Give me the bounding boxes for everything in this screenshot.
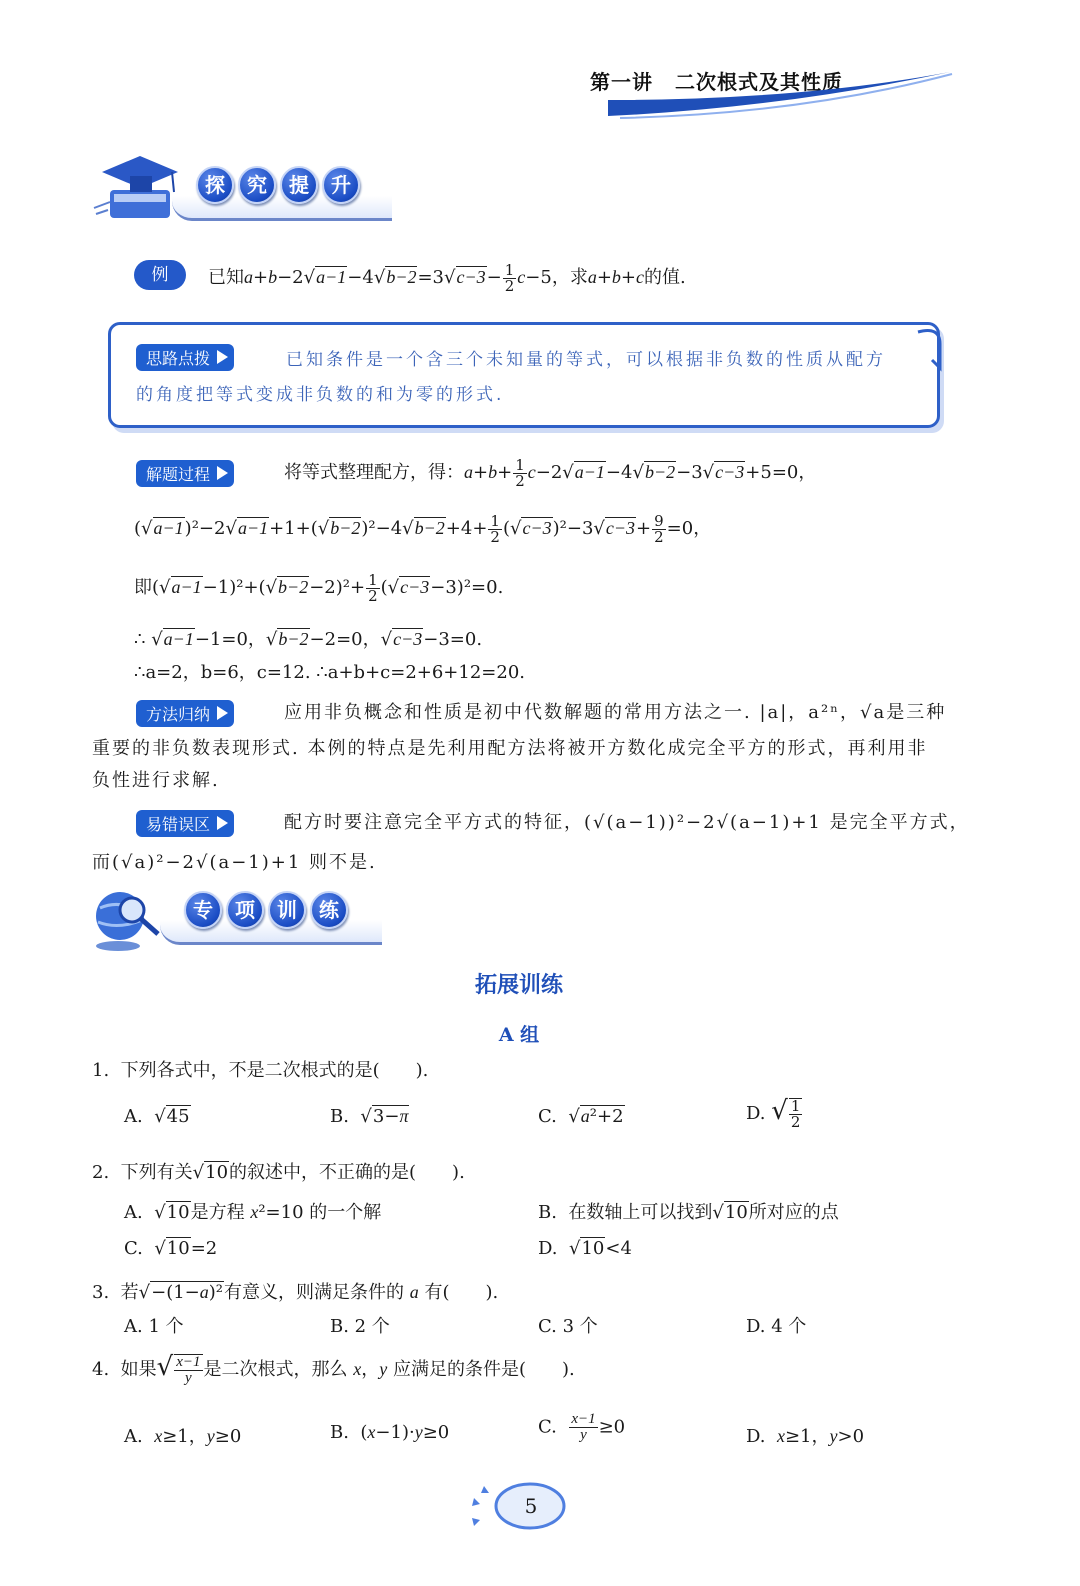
q1-option-b[interactable]: B. √3−π	[330, 1106, 409, 1127]
training-group: A 组	[498, 1024, 540, 1046]
hint-line-2: 的角度把等式变成非负数的和为零的形式.	[136, 385, 505, 405]
q3-option-d[interactable]: D. 4 个	[746, 1316, 807, 1337]
question-1	[92, 1056, 428, 1082]
solution-line-3: 即(√a−1−1)²+(√b−2−2)²+ $\frac{1}{2}$ (√c−3−3)²=0.	[134, 570, 504, 605]
q4-option-d[interactable]: D. x≥1，y>0	[746, 1426, 865, 1447]
globe-magnifier-icon	[88, 886, 168, 956]
section-char: 项	[226, 891, 264, 929]
section-char: 究	[238, 166, 276, 204]
hint-line-1: 已知条件是一个含三个未知量的等式，可以根据非负数的性质从配方	[286, 350, 886, 370]
hint-box	[108, 322, 940, 428]
option-letter: A.	[124, 1106, 143, 1127]
section-char: 提	[280, 166, 318, 204]
q4-option-a[interactable]: A. x≥1，y≥0	[124, 1426, 242, 1447]
solution-line-5: ∴a=2，b=6，c=12. ∴a+b+c=2+6+12=20.	[134, 662, 525, 683]
option-letter: D.	[538, 1238, 558, 1259]
error-line-2: 而(√a)²−2√(a−1)+1 则不是.	[92, 852, 377, 873]
method-line-1: 应用非负概念和性质是初中代数解题的常用方法之一. |a|，a²ⁿ，√a是三种	[284, 702, 947, 723]
option-text: 所对应的点	[748, 1202, 839, 1223]
q2-option-b[interactable]: B. 在数轴上可以找到√10所对应的点	[538, 1202, 839, 1223]
section-char: 训	[268, 891, 306, 929]
q4-option-c[interactable]: C. $\frac{x-1}{y}$ ≥0	[538, 1411, 626, 1443]
question-stem: 的叙述中，不正确的是( ).	[229, 1162, 465, 1183]
example-badge: 例	[134, 260, 186, 290]
solution-tag-label: 解题过程	[136, 460, 234, 487]
example-text: 的值.	[644, 267, 686, 288]
section-char: 探	[196, 166, 234, 204]
option-letter: D.	[746, 1426, 766, 1447]
question-stem: 应满足的条件是( ).	[392, 1359, 575, 1380]
page-curl-decoration	[914, 326, 948, 376]
section-char: 升	[322, 166, 360, 204]
option-letter: A.	[124, 1202, 143, 1223]
question-stem: 若	[120, 1282, 139, 1303]
option-letter: B.	[330, 1106, 349, 1127]
section-char: 练	[310, 891, 348, 929]
method-line-2: 重要的非负数表现形式. 本例的特点是先利用配方法将被开方数化成完全平方的形式，再利用非	[92, 738, 928, 759]
question-stem: 下列有关	[120, 1162, 193, 1183]
graduation-cap-icon	[92, 150, 182, 230]
example-statement: 已知a+b−2√a−1−4√b−2=3√c−3− $\frac{1}{2}$ c−5，求a+b+c的值.	[208, 260, 686, 295]
option-letter: C.	[538, 1416, 557, 1438]
q2-option-c[interactable]: C. √10=2	[124, 1238, 218, 1259]
section-title-training	[184, 891, 352, 929]
option-text: 是方程	[190, 1202, 245, 1223]
solution-prefix: 即	[134, 577, 152, 598]
option-letter: A.	[124, 1426, 143, 1447]
solution-line-1: 将等式整理配方，得：a+b+ $\frac{1}{2}$ c−2√a−1−4√b−2−3√c−3+5=0，	[284, 455, 817, 490]
question-number: 4.	[92, 1359, 110, 1380]
error-tag	[136, 810, 234, 837]
solution-tag	[136, 460, 234, 487]
solution-line-2: (√a−1)²−2√a−1+1+(√b−2)²−4√b−2+4+ $\frac{1}{2}$ (√c−3)²−3√c−3+ $\frac{9}{2}$ =0，	[134, 511, 712, 546]
method-tag-label: 方法归纳	[136, 700, 234, 727]
question-stem: 下列各式中，不是二次根式的是( ).	[120, 1060, 429, 1081]
error-line-1: 配方时要注意完全平方式的特征，(√(a−1))²−2√(a−1)+1 是完全平方式，	[284, 812, 970, 833]
lecture-topic: 二次根式及其性质	[675, 70, 843, 94]
lecture-label: 第一讲	[590, 70, 653, 94]
header-swoosh-decoration	[600, 70, 960, 120]
question-4: 4. 如果√ $\frac{x-1}{y}$ 是二次根式，那么 x，y 应满足的条件是( ).	[92, 1352, 575, 1386]
question-stem: 如果	[120, 1359, 157, 1380]
example-text: 已知	[208, 267, 244, 288]
option-text: 在数轴上可以找到	[568, 1202, 713, 1223]
option-letter: B.	[330, 1422, 349, 1443]
q1-option-c[interactable]: C. √a²+2	[538, 1106, 624, 1127]
method-line-3: 负性进行求解.	[92, 770, 220, 791]
option-text: 的一个解	[309, 1202, 382, 1223]
section-title-explore	[196, 166, 364, 204]
q4-option-b[interactable]: B. (x−1)·y≥0	[330, 1422, 450, 1443]
option-letter: C.	[538, 1106, 557, 1127]
page-number: 5	[524, 1494, 538, 1518]
question-2: 2. 下列有关√10的叙述中，不正确的是( ).	[92, 1162, 465, 1183]
solution-lead: 将等式整理配方，得：	[284, 462, 464, 483]
option-letter: C.	[124, 1238, 143, 1259]
q1-option-d[interactable]: D. √ $\frac{1}{2}$	[746, 1096, 801, 1131]
hint-tag	[136, 344, 234, 371]
hint-tag-label: 思路点拨	[136, 344, 234, 371]
section-char: 专	[184, 891, 222, 929]
question-stem: 有( ).	[424, 1282, 499, 1303]
q1-option-a[interactable]: A. √45	[124, 1106, 190, 1127]
solution-prefix: ∴	[134, 629, 146, 650]
q3-option-b[interactable]: B. 2 个	[330, 1316, 390, 1337]
question-number: 3.	[92, 1282, 110, 1303]
question-stem: 是二次根式，那么	[203, 1359, 348, 1380]
question-stem: 有意义，则满足条件的	[224, 1282, 405, 1303]
example-text: ，求	[551, 267, 588, 288]
method-tag	[136, 700, 234, 727]
solution-line-4: ∴ √a−1−1=0，√b−2−2=0，√c−3−3=0.	[134, 629, 483, 650]
option-letter: D.	[746, 1103, 766, 1124]
question-3: 3. 若√−(1−a)²有意义，则满足条件的 a 有( ).	[92, 1282, 499, 1303]
option-letter: B.	[538, 1202, 557, 1223]
question-number: 2.	[92, 1162, 110, 1183]
error-tag-label: 易错误区	[136, 810, 234, 837]
q3-option-c[interactable]: C. 3 个	[538, 1316, 598, 1337]
question-number: 1.	[92, 1060, 110, 1081]
q2-option-d[interactable]: D. √10<4	[538, 1238, 632, 1259]
q2-option-a[interactable]: A. √10是方程 x²=10 的一个解	[124, 1202, 382, 1223]
training-title: 拓展训练	[474, 973, 563, 998]
q3-option-a[interactable]: A. 1 个	[124, 1316, 184, 1337]
